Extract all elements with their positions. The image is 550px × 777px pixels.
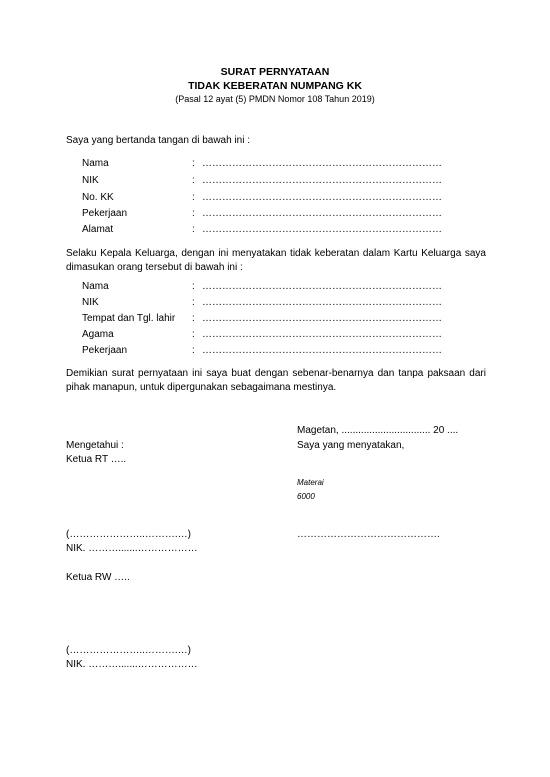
field-colon: : <box>192 281 195 292</box>
field-row <box>82 329 462 343</box>
document-title-2: TIDAK KEBERATAN NUMPANG KK <box>188 80 362 92</box>
field-blank: ……………………………………………………………… <box>202 192 442 203</box>
field-row <box>82 192 462 206</box>
field-row <box>82 175 462 189</box>
place-date: Magetan, ................................ 20 .... <box>297 425 459 436</box>
field-blank: ……………………………………………………………… <box>202 297 442 308</box>
materai-label: Materai <box>297 478 324 487</box>
rt-nik-blank: NIK. ……….......……………… <box>66 543 198 554</box>
field-blank: ……………………………………………………………… <box>202 158 442 169</box>
field-label: Agama <box>82 329 114 340</box>
known-label: Mengetahui : <box>66 440 124 451</box>
rt-name-blank: (…………………..……….…) <box>66 529 191 540</box>
field-blank: ……………………………………………………………… <box>202 329 442 340</box>
statement-text: Selaku Kepala Keluarga, dengan ini menyatakan tidak keberatan dalam Kartu Keluarga saya dimasukan orang tersebut di bawah ini : <box>66 248 486 273</box>
field-label: Nama <box>82 158 109 169</box>
field-row <box>82 158 462 172</box>
field-colon: : <box>192 224 195 235</box>
field-colon: : <box>192 158 195 169</box>
field-row <box>82 345 462 359</box>
materai-value: 6000 <box>297 492 315 501</box>
field-label: NIK <box>82 175 99 186</box>
field-label: NIK <box>82 297 99 308</box>
field-colon: : <box>192 208 195 219</box>
declarer-name-blank: ……………………………………. <box>297 529 440 540</box>
rt-label: Ketua RT ….. <box>66 454 127 465</box>
document-subtitle: (Pasal 12 ayat (5) PMDN Nomor 108 Tahun 2019) <box>175 94 375 104</box>
field-label: Pekerjaan <box>82 345 128 356</box>
field-label: Tempat dan Tgl. lahir <box>82 313 176 324</box>
field-label: Alamat <box>82 224 114 235</box>
field-row <box>82 297 462 311</box>
field-blank: ……………………………………………………………… <box>202 175 442 186</box>
rw-name-blank: (…………………..……….…) <box>66 645 191 656</box>
field-row <box>82 208 462 222</box>
field-row <box>82 313 462 327</box>
field-colon: : <box>192 297 195 308</box>
field-label: No. KK <box>82 192 114 203</box>
closing-text: Demikian surat pernyataan ini saya buat dengan sebenar-benarnya dan tanpa paksaan dari pihak manapun, untuk dipergunakan sebagaimana mestinya. <box>66 368 486 393</box>
field-label: Pekerjaan <box>82 208 128 219</box>
document-title: SURAT PERNYATAAN <box>220 66 330 78</box>
field-colon: : <box>192 175 195 186</box>
field-colon: : <box>192 192 195 203</box>
field-colon: : <box>192 313 195 324</box>
rw-nik-blank: NIK. ……….......……………… <box>66 659 198 670</box>
field-blank: ……………………………………………………………… <box>202 345 442 356</box>
field-colon: : <box>192 329 195 340</box>
field-colon: : <box>192 345 195 356</box>
intro-text: Saya yang bertanda tangan di bawah ini : <box>66 135 251 146</box>
field-blank: ……………………………………………………………… <box>202 224 442 235</box>
field-row <box>82 224 462 238</box>
field-blank: ……………………………………………………………… <box>202 208 442 219</box>
declarer-label: Saya yang menyatakan, <box>297 440 405 451</box>
field-label: Nama <box>82 281 109 292</box>
field-row <box>82 281 462 295</box>
rw-label: Ketua RW ….. <box>66 572 130 583</box>
field-blank: ……………………………………………………………… <box>202 313 442 324</box>
field-blank: ……………………………………………………………… <box>202 281 442 292</box>
